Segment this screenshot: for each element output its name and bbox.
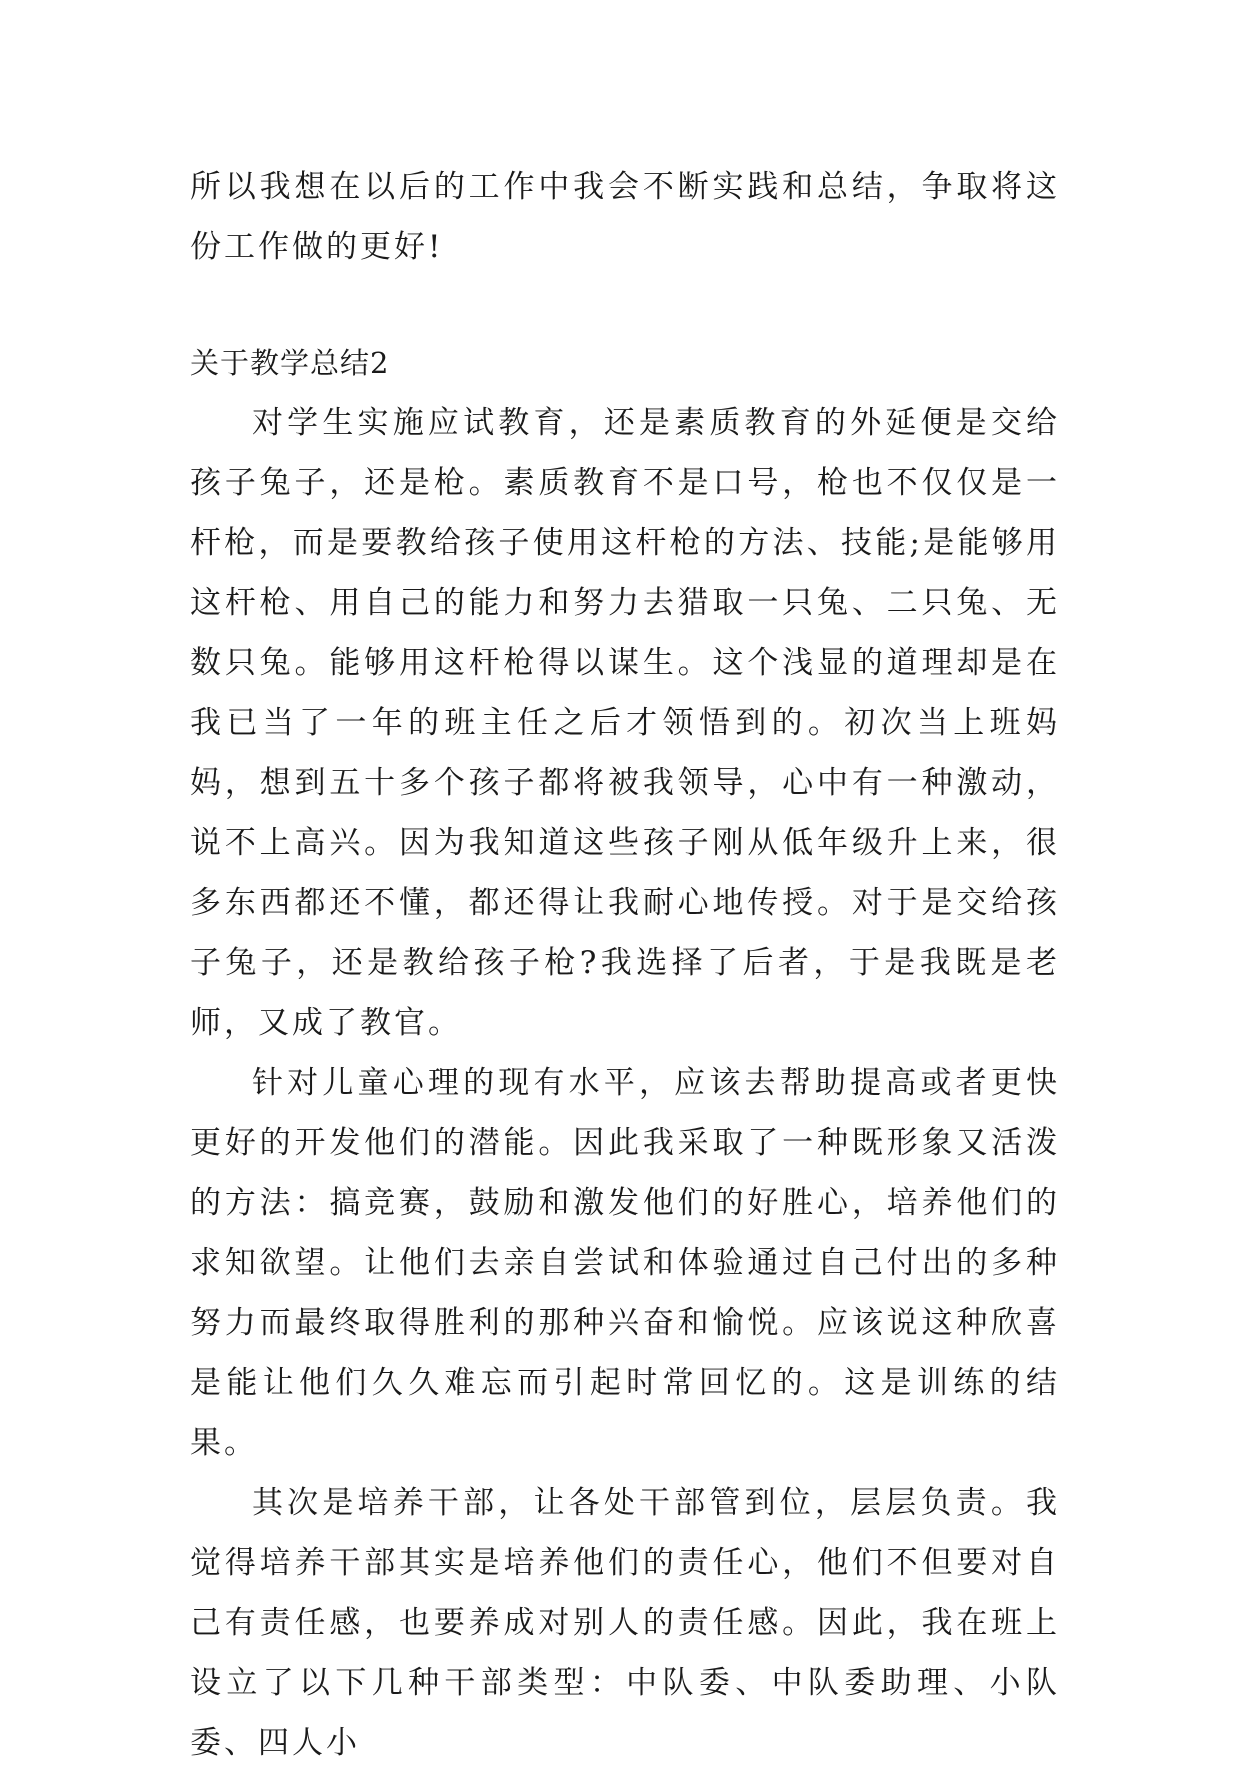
body-paragraph: 其次是培养干部，让各处干部管到位，层层负责。我觉得培养干部其实是培养他们的责任心，他们不但要对自己有责任感，也要养成对别人的责任感。因此，我在班上设立了以下几种干部类型：中队委、中队委助理、小队委、四人小 — [190, 1485, 1060, 1761]
body-paragraph: 对学生实施应试教育，还是素质教育的外延便是交给孩子兔子，还是枪。素质教育不是口号，枪也不仅仅是一杆枪，而是要教给孩子使用这杆枪的方法、技能;是能够用这杆枪、用自己的能力和努力去猎取一只兔、二只兔、无数只兔。能够用这杆枪得以谋生。这个浅显的道理却是在我已当了一年的班主任之后才领悟到的。初次当上班妈妈，想到五十多个孩子都将被我领导，心中有一种激动，说不上高兴。因为我知道这些孩子刚从低年级升上来，很多东西都还不懂，都还得让我耐心地传授。对于是交给孩子兔子，还是教给孩子枪?我选择了后者，于是我既是老师，又成了教官。 — [190, 405, 1060, 1041]
section-body — [190, 393, 1060, 1773]
body-paragraph: 针对儿童心理的现有水平，应该去帮助提高或者更快更好的开发他们的潜能。因此我采取了一种既形象又活泼的方法：搞竞赛，鼓励和激发他们的好胜心，培养他们的求知欲望。让他们去亲自尝试和体验通过自己付出的多种努力而最终取得胜利的那种兴奋和愉悦。应该说这种欣喜是能让他们久久难忘而引起时常回忆的。这是训练的结果。 — [190, 1065, 1060, 1461]
intro-paragraph: 所以我想在以后的工作中我会不断实践和总结，争取将这份工作做的更好! — [190, 169, 1060, 265]
section-heading: 关于教学总结2 — [190, 346, 390, 380]
